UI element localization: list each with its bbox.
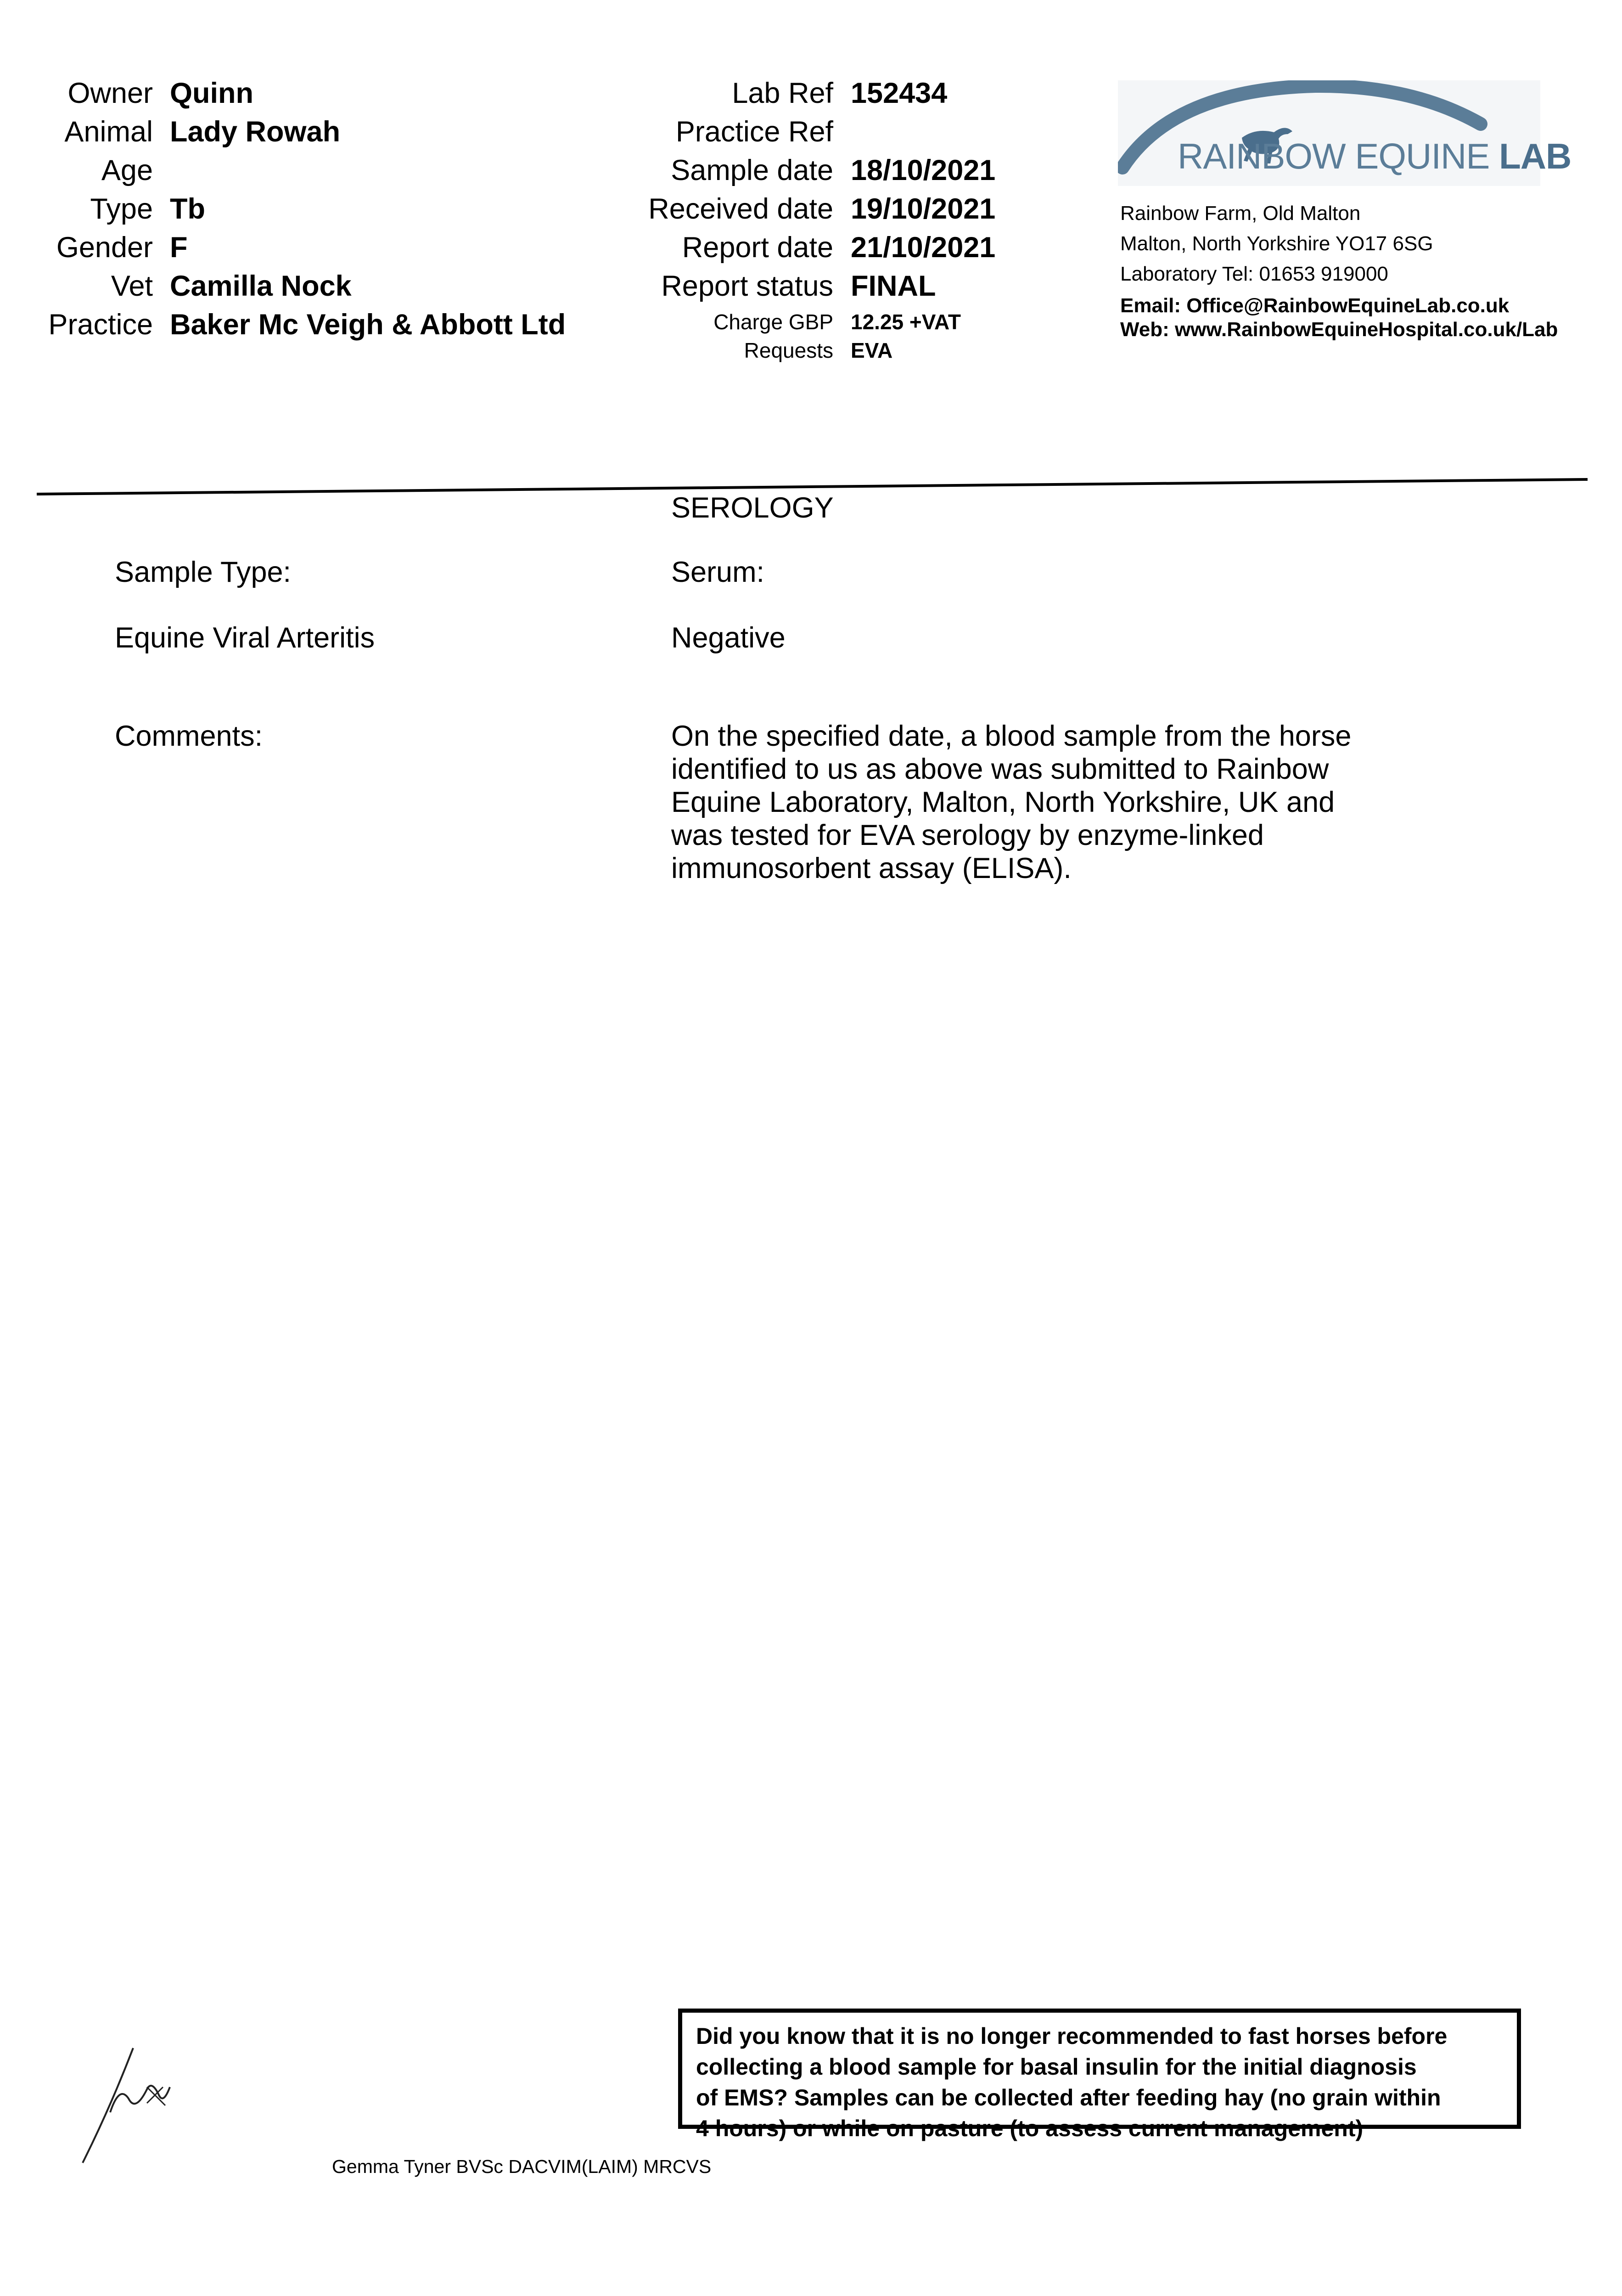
comments-line: identified to us as above was submitted to Rainbow [671, 753, 1329, 785]
report-date-value: 21/10/2021 [851, 231, 996, 264]
charge-value: 12.25 +VAT [851, 310, 961, 334]
comments-line: immunosorbent assay (ELISA). [671, 852, 1072, 884]
age-label: Age [101, 154, 153, 186]
practice-value: Baker Mc Veigh & Abbott Ltd [170, 309, 566, 341]
signer-name: Gemma Tyner BVSc DACVIM(LAIM) MRCVS [332, 2156, 712, 2177]
lab-ref-value: 152434 [851, 77, 948, 109]
owner-value: Quinn [170, 77, 253, 109]
vet-label: Vet [111, 270, 153, 302]
lab-website: Web: www.RainbowEquineHospital.co.uk/Lab [1120, 318, 1558, 341]
practice-ref-label: Practice Ref [675, 116, 833, 148]
type-label: Type [90, 193, 153, 225]
logo-wordmark [1178, 135, 1571, 177]
report-status-value: FINAL [851, 270, 936, 302]
test-name: Equine Viral Arteritis [115, 622, 375, 654]
animal-label: Animal [64, 116, 153, 148]
sample-type-label: Sample Type: [115, 556, 292, 588]
report-date-label: Report date [682, 231, 833, 264]
comments-line: Equine Laboratory, Malton, North Yorkshire, UK and [671, 786, 1335, 818]
sample-date-label: Sample date [671, 154, 833, 186]
gender-label: Gender [56, 231, 153, 264]
tip-line: of EMS? Samples can be collected after feeding hay (no grain within [696, 2085, 1441, 2110]
section-title: SEROLOGY [671, 492, 834, 524]
received-date-label: Received date [648, 193, 833, 225]
comments-line: was tested for EVA serology by enzyme-linked [671, 819, 1264, 851]
ems-tip-box [678, 2009, 1521, 2141]
report-status-label: Report status [661, 270, 833, 302]
requests-label: Requests [744, 338, 833, 362]
rainbow-equine-lab-logo [1118, 80, 1571, 186]
owner-label: Owner [67, 77, 153, 109]
logo-text-main: RAINBOW EQUINE [1178, 136, 1499, 176]
address-line-2: Malton, North Yorkshire YO17 6SG [1120, 232, 1433, 255]
address-line-1: Rainbow Farm, Old Malton [1120, 202, 1361, 225]
animal-value: Lady Rowah [170, 116, 341, 148]
tip-line: 4 hours) or while on pasture (to assess current management) [696, 2116, 1364, 2141]
received-date-value: 19/10/2021 [851, 193, 996, 225]
lab-phone: Laboratory Tel: 01653 919000 [1120, 263, 1388, 285]
lab-ref-label: Lab Ref [732, 77, 833, 109]
requests-value: EVA [851, 338, 893, 362]
logo-text-bold: LAB [1499, 136, 1571, 176]
lab-email: Email: Office@RainbowEquineLab.co.uk [1120, 294, 1510, 317]
sample-date-value: 18/10/2021 [851, 154, 996, 186]
practice-label: Practice [48, 309, 153, 341]
comments-text [671, 720, 1351, 885]
test-result: Negative [671, 622, 786, 654]
vet-value: Camilla Nock [170, 270, 352, 302]
tip-line: Did you know that it is no longer recommended to fast horses before [696, 2023, 1448, 2049]
comments-line: On the specified date, a blood sample from the horse [671, 720, 1352, 752]
comments-label: Comments: [115, 720, 263, 752]
type-value: Tb [170, 193, 205, 225]
tip-line: collecting a blood sample for basal insulin for the initial diagnosis [696, 2054, 1417, 2080]
sample-type-value: Serum: [671, 556, 765, 588]
handwritten-signature [78, 2043, 179, 2167]
gender-value: F [170, 231, 188, 264]
charge-label: Charge GBP [713, 310, 833, 334]
